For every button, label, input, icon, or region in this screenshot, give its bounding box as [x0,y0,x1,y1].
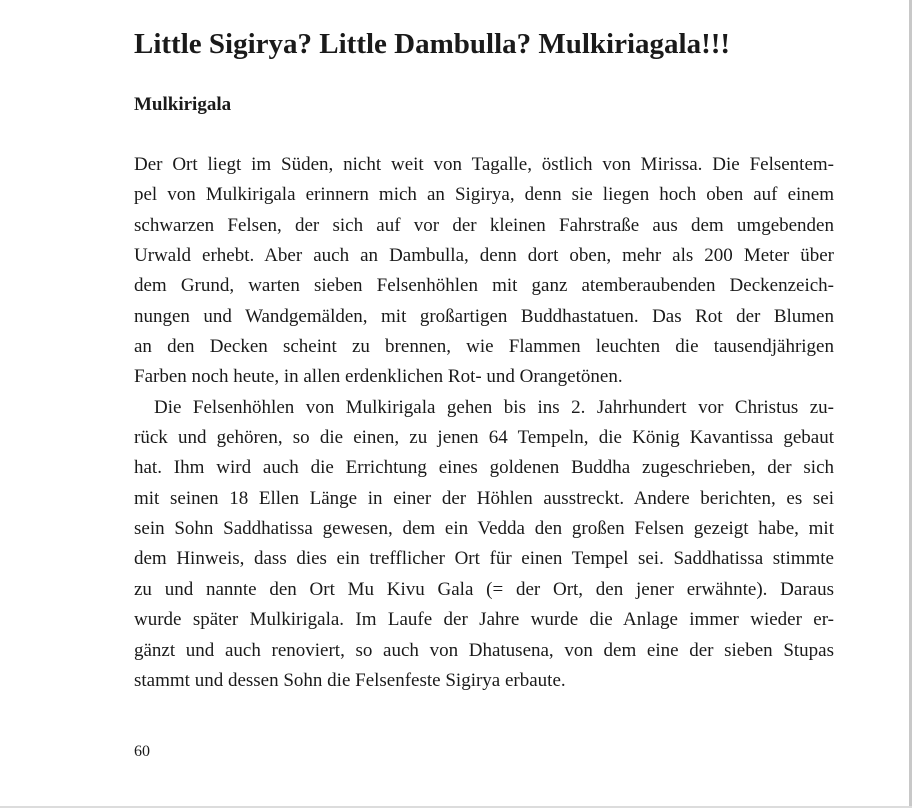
body-text [134,150,834,696]
text-line: Der Ort liegt im Süden, nicht weit von Tagalle, östlich von Mirissa. Die Felsentem- [134,154,834,175]
text-line: Farben noch heute, in allen erdenklichen Rot- und Orangetönen. [134,366,623,388]
page-title: Little Sigirya? Little Dambulla? Mulkiriagala!!! [134,28,731,60]
section-subtitle: Mulkirigala [134,94,232,115]
text-line: dem Hinweis, dass dies ein trefflicher Ort für einen Tempel sei. Saddhatissa stimmte [134,548,834,570]
text-line: wurde später Mulkirigala. Im Laufe der Jahre wurde die Anlage immer wieder er- [134,609,834,631]
text-line: rück und gehören, so die einen, zu jenen 64 Tempeln, die König Kavantissa gebaut [134,427,834,449]
text-line: hat. Ihm wird auch die Errichtung eines goldenen Buddha zugeschrieben, der sich [134,457,834,479]
text-line: Urwald erhebt. Aber auch an Dambulla, denn dort oben, mehr als 200 Meter über [134,245,834,267]
text-line: an den Decken scheint zu brennen, wie Flammen leuchten die tausendjährigen [134,336,834,358]
text-line: dem Grund, warten sieben Felsenhöhlen mit ganz atemberaubenden Deckenzeich- [134,275,834,297]
paragraph-1 [134,150,834,393]
paragraph-2 [134,393,834,696]
page-number: 60 [134,743,150,760]
text-line: mit seinen 18 Ellen Länge in einer der Höhlen ausstreckt. Andere berichten, es sei [134,487,834,509]
text-line: gänzt und auch renoviert, so auch von Dhatusena, von dem eine der sieben Stupas [134,639,834,661]
text-line: zu und nannte den Ort Mu Kivu Gala (= der Ort, den jener erwähnte). Daraus [134,578,834,600]
text-line: nungen und Wandgemälden, mit großartigen Buddhastatuen. Das Rot der Blumen [134,305,834,327]
text-line: pel von Mulkirigala erinnern mich an Sigirya, denn sie liegen hoch oben auf einem [134,184,834,206]
text-line: stammt und dessen Sohn die Felsenfeste Sigirya erbaute. [134,669,566,691]
text-line: Die Felsenhöhlen von Mulkirigala gehen bis ins 2. Jahrhundert vor Christus zu- [154,396,834,418]
text-line: sein Sohn Saddhatissa gewesen, dem ein Vedda den großen Felsen gezeigt habe, mit [134,518,834,540]
text-line: schwarzen Felsen, der sich auf vor der kleinen Fahrstraße aus dem umgebenden [134,214,834,236]
